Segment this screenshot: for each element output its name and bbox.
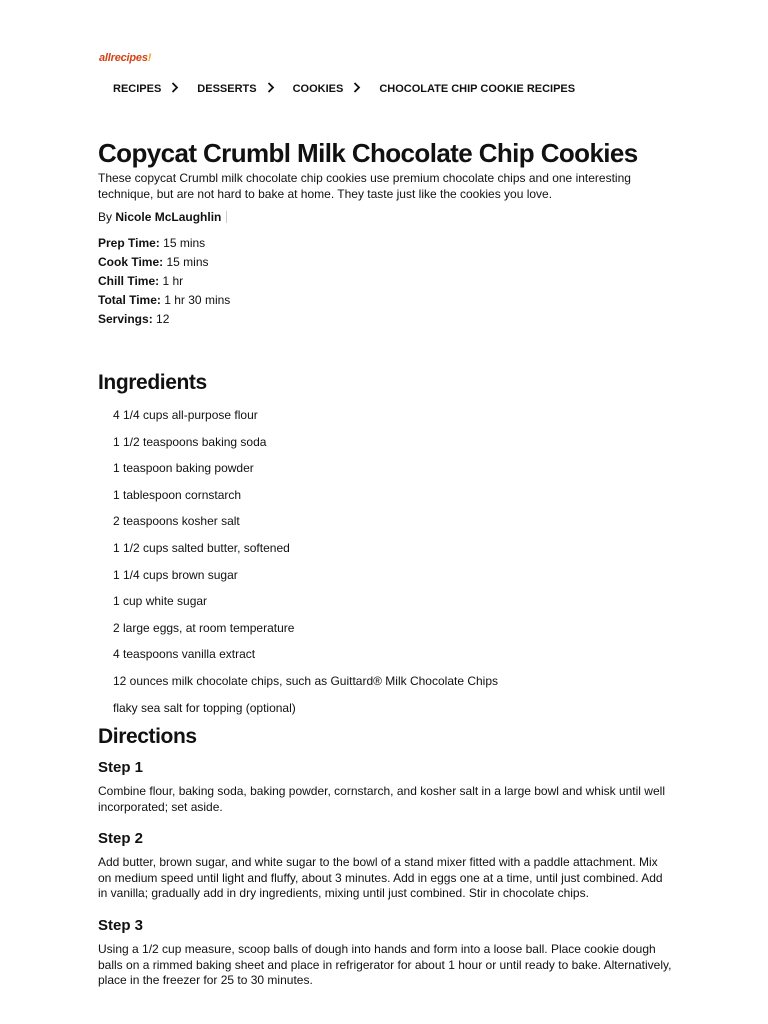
ingredient-item: 2 teaspoons kosher salt	[113, 514, 240, 529]
chill-time	[98, 274, 230, 293]
detail-label: Total Time:	[98, 293, 161, 307]
allrecipes-logo[interactable]	[99, 52, 151, 64]
recipe-details	[98, 236, 230, 331]
ingredients-list	[113, 408, 498, 727]
breadcrumb-recipes[interactable]: RECIPES	[113, 82, 162, 95]
step-1-title: Step 1	[98, 759, 144, 776]
chevron-right-icon	[347, 82, 367, 95]
byline	[98, 210, 227, 225]
byline-divider	[226, 211, 227, 223]
detail-label: Prep Time:	[98, 236, 160, 250]
breadcrumb-desserts[interactable]: DESSERTS	[197, 82, 257, 95]
ingredient-item: 1 cup white sugar	[113, 594, 208, 609]
recipe-description: These copycat Crumbl milk chocolate chip cookies use premium chocolate chips and one interesting technique, but are not hard to bake at home. They taste just like the cookies you love.	[98, 171, 631, 201]
logo-text: allrecipes	[99, 52, 148, 64]
logo-mark: !	[147, 52, 152, 64]
step-3-title: Step 3	[98, 917, 144, 934]
ingredient-item: 4 1/4 cups all-purpose flour	[113, 408, 258, 422]
chevron-right-icon	[261, 82, 281, 95]
author-link[interactable]: Nicole McLaughlin	[115, 210, 222, 224]
detail-value: 12	[156, 312, 170, 326]
ingredient-item: flaky sea salt for topping (optional)	[113, 700, 296, 715]
total-time	[98, 293, 230, 312]
step-3-text: Using a 1/2 cup measure, scoop balls of dough into hands and form into a loose ball. Place cookie dough balls on a rimmed baking sheet and place in refrigerator for about 1 hour or until ready to bake. Alternatively, place in the freezer for 25 to 30 minutes.	[98, 942, 672, 987]
servings	[98, 312, 230, 331]
ingredient-item: 1 1/2 teaspoons baking soda	[113, 434, 267, 449]
ingredient-item: 1 1/2 cups salted butter, softened	[113, 540, 290, 555]
chevron-right-icon	[165, 82, 185, 95]
breadcrumb	[113, 82, 575, 95]
detail-label: Chill Time:	[98, 274, 160, 288]
step-2-text: Add butter, brown sugar, and white sugar to the bowl of a stand mixer fitted with a paddle attachment. Mix on medium speed until light and fluffy, about 3 minutes. Add in eggs one at a time, until just combined. Add in vanilla; gradually add in dry ingredients, mixing until just combined. Stir in chocolate chips.	[98, 855, 663, 900]
ingredient-item: 1 teaspoon baking powder	[113, 461, 254, 476]
ingredient-item: 1 1/4 cups brown sugar	[113, 567, 238, 582]
step-2-title: Step 2	[98, 830, 144, 847]
prep-time	[98, 236, 230, 255]
ingredient-item: 2 large eggs, at room temperature	[113, 620, 295, 635]
step-1-text: Combine flour, baking soda, baking powder, cornstarch, and kosher salt in a large bowl and whisk until well incorporated; set aside.	[98, 784, 665, 814]
ingredient-item: 4 teaspoons vanilla extract	[113, 647, 256, 662]
detail-label: Cook Time:	[98, 255, 164, 269]
directions-heading: Directions	[98, 725, 197, 748]
byline-prefix: By	[98, 210, 113, 224]
detail-value: 15 mins	[166, 255, 209, 269]
ingredient-item: 12 ounces milk chocolate chips, such as Guittard® Milk Chocolate Chips	[113, 673, 499, 688]
cook-time	[98, 255, 230, 274]
breadcrumb-chocolate-chip-cookie-recipes[interactable]: CHOCOLATE CHIP COOKIE RECIPES	[379, 82, 576, 95]
page-title: Copycat Crumbl Milk Chocolate Chip Cookies	[98, 138, 638, 168]
ingredient-item: 1 tablespoon cornstarch	[113, 487, 242, 502]
breadcrumb-cookies[interactable]: COOKIES	[292, 82, 344, 95]
detail-label: Servings:	[98, 312, 153, 326]
detail-value: 1 hr 30 mins	[164, 293, 231, 307]
detail-value: 15 mins	[163, 236, 206, 250]
detail-value: 1 hr	[162, 274, 184, 288]
ingredients-heading: Ingredients	[98, 371, 207, 394]
